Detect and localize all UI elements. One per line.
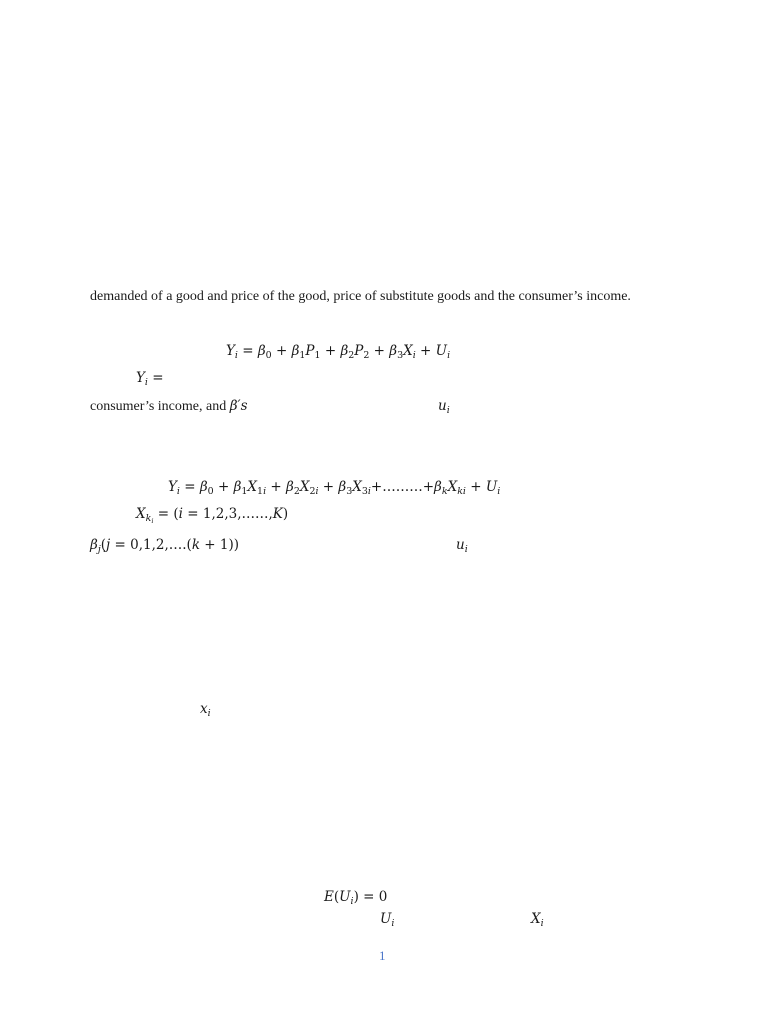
equation-general-model: $Y_i = \beta_0 + \beta_1X_{1i} + \beta_2X_{2i}$ + $\beta_3X_{3i}+\dots\dots\dots+\beta_kX_{ki} + U_i$ — [168, 479, 501, 497]
equation-xki-index: $X_{k_i} = (i$ = 1,2,3,……,K) — [136, 506, 289, 525]
math-xi: $x_i$ — [200, 701, 211, 719]
body-text-line — [90, 397, 248, 416]
math-ui: $u_i$ — [456, 537, 468, 555]
math-ui: $u_i$ — [438, 398, 450, 416]
equation-yi-definition: $Y_i$ = — [136, 370, 164, 388]
page-number: 1 — [379, 948, 386, 963]
equation-expected-error: $E(U_i) = 0$ — [324, 889, 388, 907]
equation-beta-j-index: $\beta_j(j$ = 0,1,2,….(k + 1)) — [90, 537, 240, 555]
equation-demand: $Y_i = \beta_0 + \beta_1P_1 + \beta_2P_2 + \beta_3X_i + U_i$ — [226, 343, 451, 361]
text-fragment: consumer’s income, and — [90, 399, 227, 414]
math-Xi: $X_i$ — [531, 911, 544, 929]
math-Ui: $U_i$ — [380, 911, 395, 929]
math-beta-s: β′s — [229, 398, 248, 414]
body-text-line: demanded of a good and price of the good, price of substitute goods and the consumer’s income. — [90, 289, 631, 304]
